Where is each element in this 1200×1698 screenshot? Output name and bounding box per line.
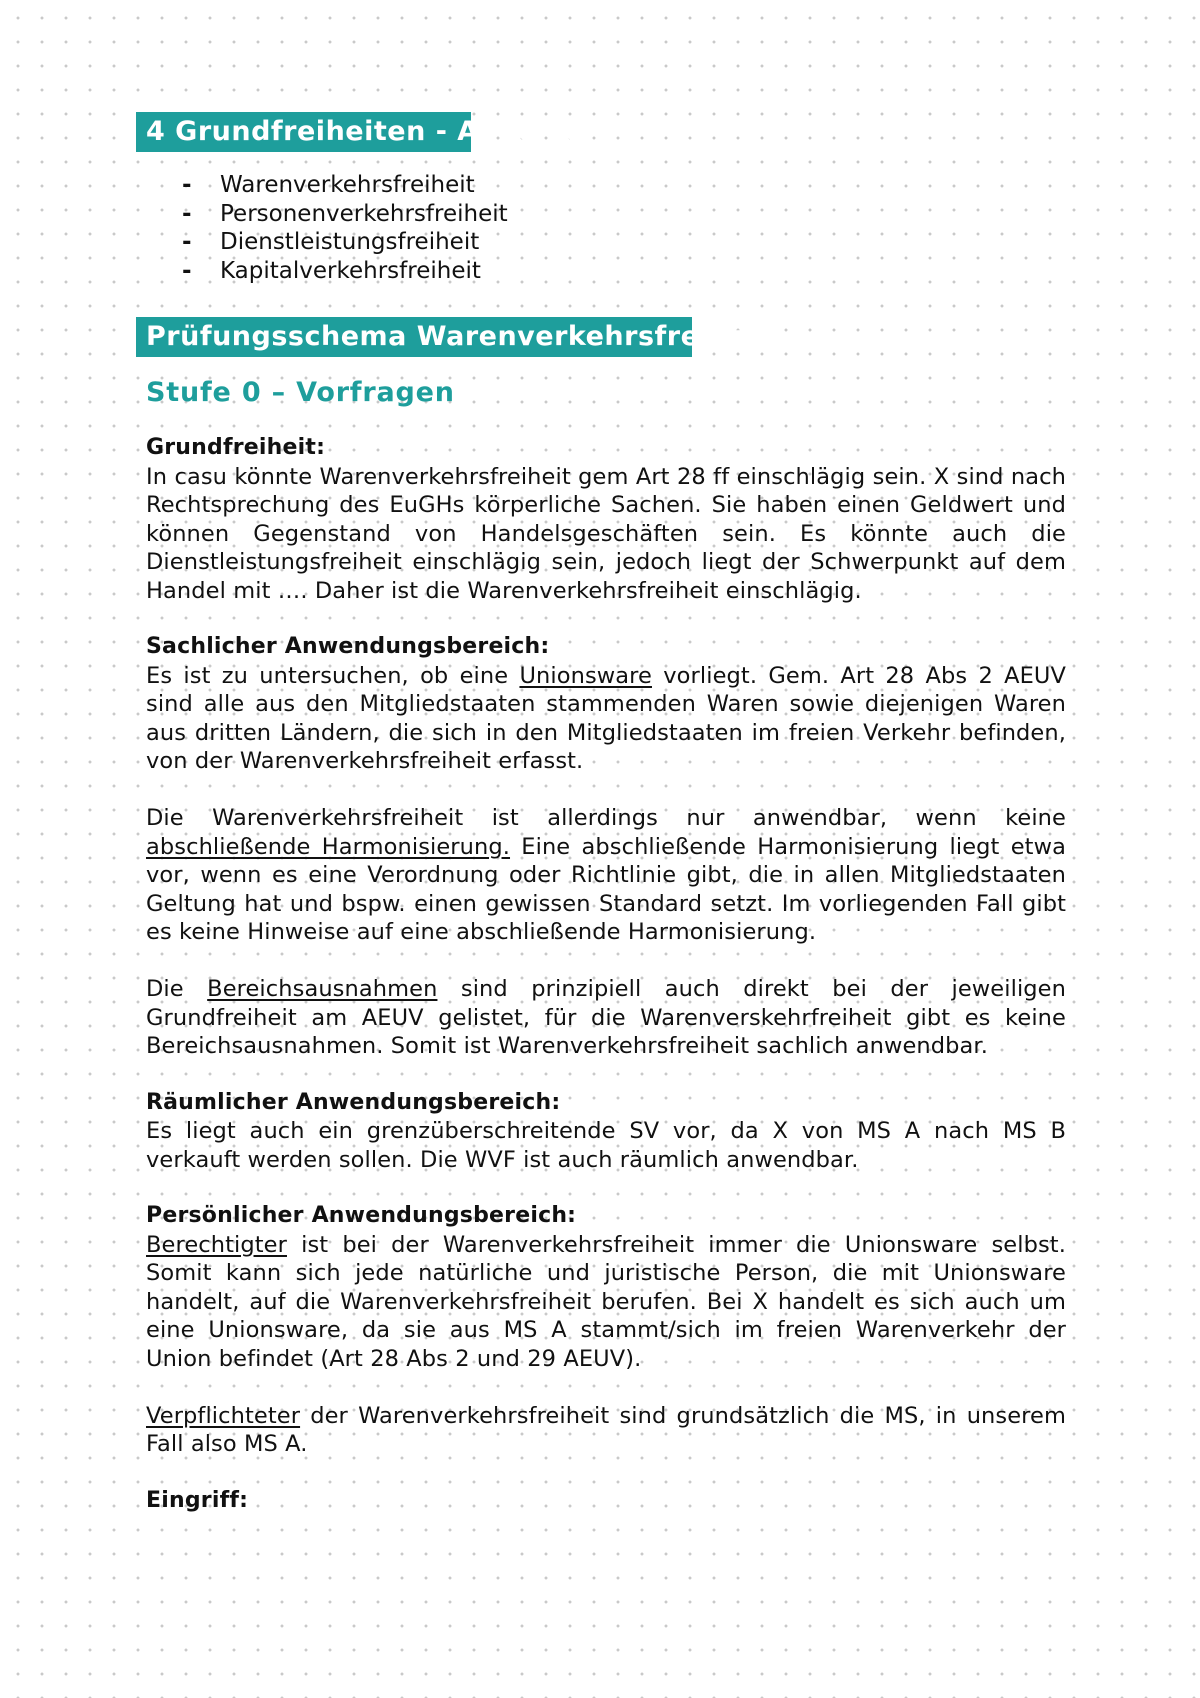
section-banner-pruefungsschema: Prüfungsschema Warenverkehrsfreiheit xyxy=(136,317,692,357)
paragraph xyxy=(146,975,1066,1061)
section-heading: Räumlicher Anwendungsbereich: xyxy=(146,1089,561,1115)
paragraph: In casu könnte Warenverkehrsfreiheit gem Art 28 ff einschlägig sein. X sind nach Rechtsprechung des EuGHs körperliche Sachen. Sie haben einen Geldwert und können Gegenstand von Handelsgeschäften sein. Es könnte auch die Dienstleistungsfreiheit einschlägig sein, jedoch liegt der Schwerpunkt auf dem Handel mit …. Daher ist die Warenverkehrsfreiheit einschlägig. xyxy=(146,463,1066,604)
text-run: Eine abschließende Harmonisierung liegt etwa vor, wenn es eine Verordnung oder Richtlinie gibt, die in allen Mitgliedstaaten Geltung hat und bspw. einen gewissen Standard setzt. Im vorliegenden Fall gibt es keine Hinweise auf eine abschließende Harmonisierung. xyxy=(146,833,1066,945)
list-item: - Dienstleistungsfreiheit xyxy=(182,228,1066,257)
underlined-term: abschließende Harmonisierung. xyxy=(146,833,511,860)
section-eingriff xyxy=(146,1487,1066,1516)
text-run: sind prinzipiell auch direkt bei der jeweiligen Grundfreiheit am AEUV gelistet, für die Warenverskehrfreiheit gibt es keine Bereichsausnahmen. Somit ist Warenverkehrsfreiheit sachlich anwendbar. xyxy=(146,976,1066,1059)
section-sachlich xyxy=(146,633,1066,1061)
section-grundfreiheit xyxy=(146,434,1066,605)
list-item: - Kapitalverkehrsfreiheit xyxy=(182,257,1066,286)
section-heading: Sachlicher Anwendungsbereich: xyxy=(146,634,550,659)
text-run: vorliegt. Gem. Art 28 Abs 2 AEUV sind alle aus den Mitgliedstaaten stammenden Waren sowie diejenigen Waren aus dritten Ländern, die sich in den Mitgliedstaaten im freien Verkehr befinden, von der Warenverkehrsfreiheit erfasst. xyxy=(146,662,1066,774)
text-run: Die Warenverkehrsfreiheit ist allerdings nur anwendbar, wenn keine xyxy=(146,805,1066,831)
paragraph: Es liegt auch ein grenzüberschreitende SV vor, da X von MS A nach MS B verkauft werden sollen. Die WVF ist auch räumlich anwendbar. xyxy=(146,1118,1066,1173)
section-heading: Persönlicher Anwendungsbereich: xyxy=(146,1203,577,1228)
section-persoenlich xyxy=(146,1202,1066,1459)
section-raeumlich xyxy=(146,1089,1066,1175)
freedoms-list xyxy=(182,171,1066,285)
text-run: ist bei der Warenverkehrsfreiheit immer die Unionsware selbst. Somit kann sich jede natürliche und juristische Person, die mit Unionsware handelt, auf die Warenverkehrsfreiheit berufen. Bei X handelt es sich auch um eine Unionsware, da sie aus MS A stammt/sich im freien Warenverkehr der Union befindet (Art 28 Abs 2 und 29 AEUV). xyxy=(146,1231,1066,1372)
list-item: - Personenverkehrsfreiheit xyxy=(182,200,1066,229)
text-run: Es ist zu untersuchen, ob eine xyxy=(146,662,520,689)
underlined-term: Berechtigter xyxy=(146,1231,287,1258)
underlined-term: Unionsware xyxy=(519,662,652,689)
paragraph xyxy=(146,1231,1066,1374)
text-run: Die xyxy=(146,976,208,1002)
text-run: der Warenverkehrsfreiheit sind grundsätzlich die MS, in unserem Fall also MS A. xyxy=(146,1402,1066,1457)
underlined-term: Verpflichteter xyxy=(146,1402,301,1429)
section-banner-grundfreiheiten: 4 Grundfreiheiten - Allgemein xyxy=(136,112,471,152)
stage-heading: Stufe 0 – Vorfragen xyxy=(146,377,455,408)
paragraph xyxy=(146,804,1066,947)
list-item: - Warenverkehrsfreiheit xyxy=(182,171,1066,200)
section-heading: Grundfreiheit: xyxy=(146,435,326,460)
paragraph xyxy=(146,1402,1066,1459)
underlined-term: Bereichsausnahmen xyxy=(207,976,438,1002)
paragraph xyxy=(146,662,1066,776)
section-heading: Eingriff: xyxy=(146,1487,249,1513)
document-page xyxy=(146,112,1066,1515)
